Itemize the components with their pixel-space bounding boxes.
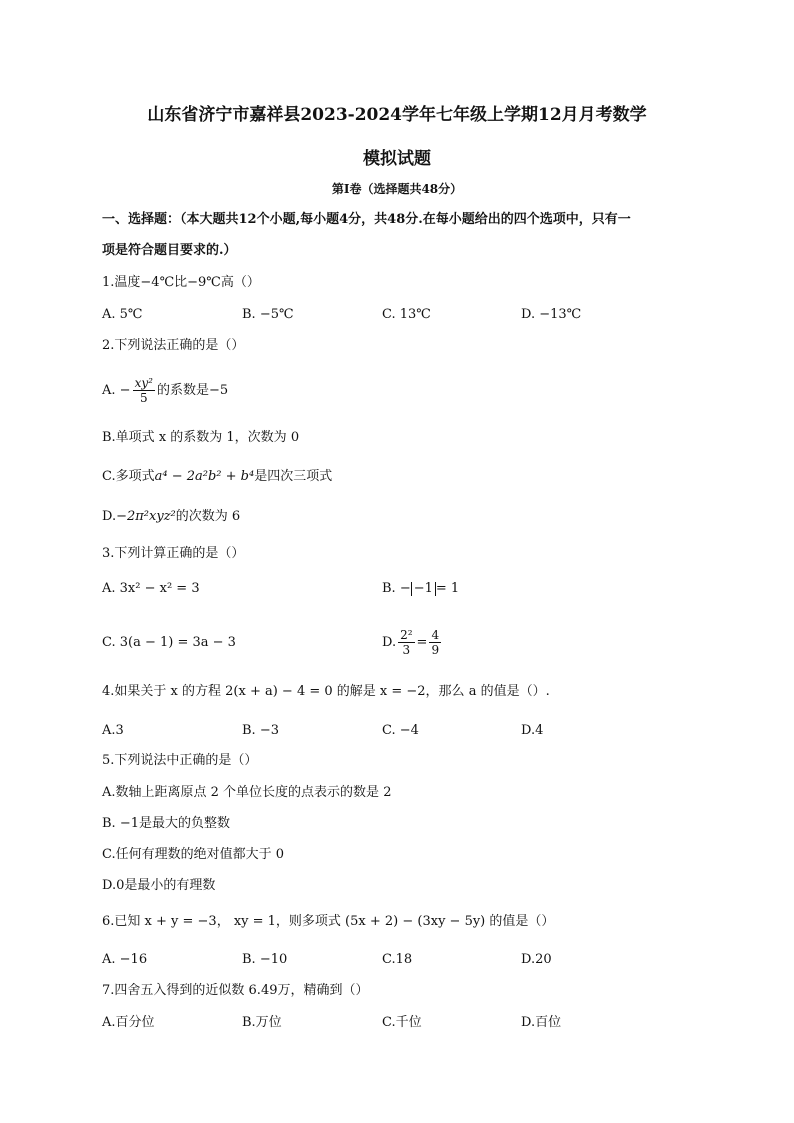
q3-d-fraction1 [398, 628, 414, 657]
q4-option-d: D.4 [521, 723, 544, 738]
q2-a-numerator: xy² [134, 376, 153, 390]
q1-prefix: 1.温度 [102, 275, 141, 290]
q2-option-a [102, 376, 228, 406]
q3-b-prefix: B. − [382, 581, 411, 596]
question-7-stem: 7.四舍五入得到的近似数 6.49万，精确到（） [102, 983, 369, 998]
q4-option-b: B. −3 [242, 723, 279, 738]
q6-option-c: C.18 [382, 952, 413, 967]
question-6-stem: 6.已知 x + y = −3， xy = 1，则多项式 (5x + 2) − (3xy − 5y) 的值是（） [102, 914, 555, 929]
q3-b-abs: −1 [411, 582, 436, 596]
q2-d-prefix: D. [102, 509, 117, 524]
q5-option-b: B. −1是最大的负整数 [102, 816, 230, 831]
q6-option-d: D.20 [521, 952, 552, 967]
q2-a-denominator: 5 [139, 391, 148, 405]
q1-option-c: C. 13℃ [382, 307, 431, 322]
q3-d-prefix: D. [382, 635, 397, 650]
q7-option-b: B.万位 [242, 1015, 282, 1030]
q1-mid: 比 [174, 275, 188, 290]
q3-d-eq: = [416, 635, 428, 650]
q5-option-d: D.0是最小的有理数 [102, 878, 216, 893]
question-4-stem: 4.如果关于 x 的方程 2(x + a) − 4 = 0 的解是 x = −2，那么 a 的值是（）. [102, 684, 550, 699]
q2-d-suffix: 的次数为 6 [175, 509, 241, 524]
part1-instructions-line1: 一、选择题：（本大题共12个小题,每小题4分，共48分.在每小题给出的四个选项中，只有一 [102, 212, 631, 227]
q1-option-a: A. 5℃ [102, 307, 143, 322]
q4-option-a: A.3 [102, 723, 124, 738]
q2-a-suffix: 的系数是−5 [156, 383, 229, 398]
q3-d-den2: 9 [431, 643, 440, 657]
question-3-stem: 3.下列计算正确的是（） [102, 546, 245, 561]
q3-option-c: C. 3(a − 1) = 3a − 3 [102, 635, 236, 650]
q2-d-expr: −2π²xyz² [116, 509, 176, 524]
q5-option-a: A.数轴上距离原点 2 个单位长度的点表示的数是 2 [102, 785, 392, 800]
document-title-line1: 山东省济宁市嘉祥县2023-2024学年七年级上学期12月月考数学 [147, 105, 647, 125]
q1-option-b: B. −5℃ [242, 307, 294, 322]
q3-d-fraction2 [429, 628, 441, 657]
part1-instructions-line2: 项是符合题目要求的.） [102, 243, 237, 258]
section-header: 第I卷（选择题共48分） [331, 182, 463, 196]
q2-c-prefix: C.多项式 [102, 469, 155, 484]
q5-option-c: C.任何有理数的绝对值都大于 0 [102, 847, 285, 862]
question-5-stem: 5.下列说法中正确的是（） [102, 753, 258, 768]
q3-option-b [382, 580, 459, 598]
q4-option-c: C. −4 [382, 723, 419, 738]
q3-option-a: A. 3x² − x² = 3 [102, 581, 200, 596]
document-title-line2: 模拟试题 [363, 149, 431, 169]
q2-a-fraction [133, 376, 155, 405]
q2-a-sign: − [119, 383, 131, 398]
q1-temp2: −9℃ [187, 275, 221, 290]
q7-option-c: C.千位 [382, 1015, 422, 1030]
question-1-stem [102, 274, 260, 292]
q3-d-num1: 2² [400, 628, 413, 642]
q1-suffix: 高（） [220, 275, 260, 290]
q3-b-suffix: = 1 [435, 581, 460, 596]
q3-d-den1: 3 [402, 643, 411, 657]
q6-option-a: A. −16 [102, 952, 148, 967]
question-2-stem: 2.下列说法正确的是（） [102, 338, 245, 353]
q2-option-b: B.单项式 x 的系数为 1，次数为 0 [102, 430, 300, 445]
q2-option-d [102, 508, 240, 526]
q7-option-a: A.百分位 [102, 1015, 155, 1030]
q7-option-d: D.百位 [521, 1015, 562, 1030]
q3-d-num2: 4 [431, 628, 440, 642]
q1-option-d: D. −13℃ [521, 307, 582, 322]
q3-option-d [382, 626, 443, 660]
q2-option-c [102, 468, 332, 486]
q2-c-suffix: 是四次三项式 [254, 469, 333, 484]
q6-option-b: B. −10 [242, 952, 288, 967]
q2-c-expr: a⁴ − 2a²b² + b⁴ [154, 469, 255, 484]
q2-a-prefix: A. [102, 383, 116, 398]
q1-temp1: −4℃ [140, 275, 175, 290]
